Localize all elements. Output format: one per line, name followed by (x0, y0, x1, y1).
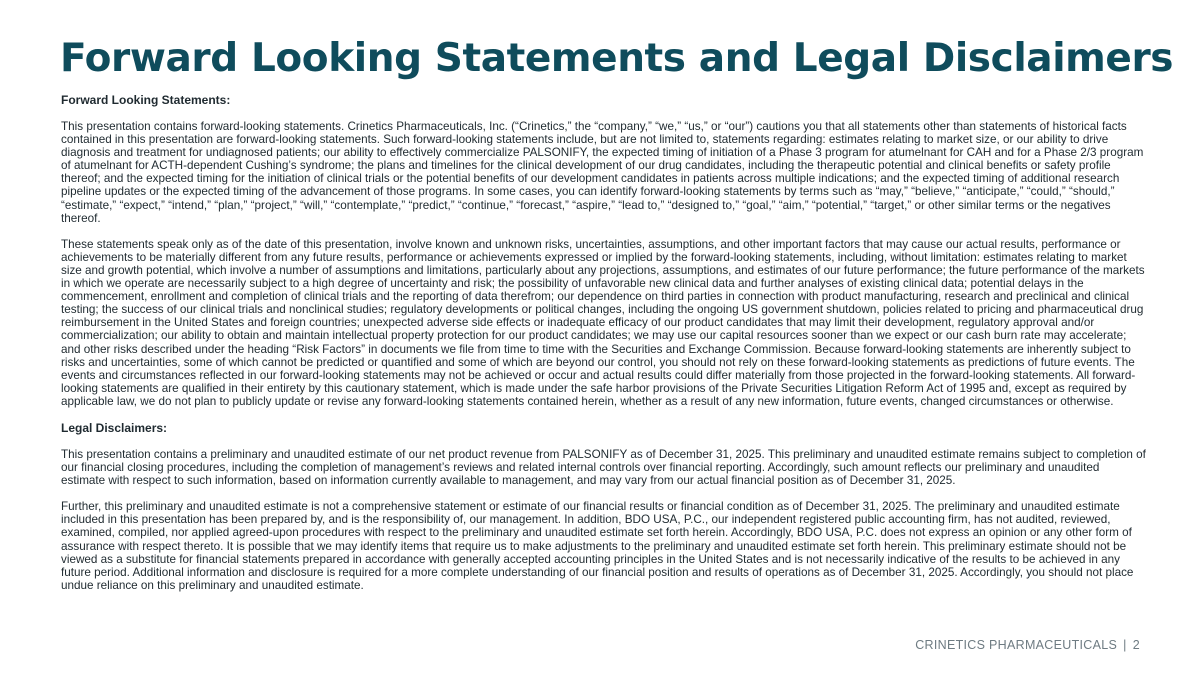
legal-disclaimers-heading: Legal Disclaimers: (61, 420, 168, 435)
page-title: Forward Looking Statements and Legal Disclaimers (60, 36, 1174, 81)
legal-disclaimers-paragraph-1: This presentation contains a preliminary and unaudited estimate of our net product revenue from PALSONIFY as of December 31, 2025. This preliminary and unaudited estimate remains subject to completion of our financial closing procedures, including the completion of management’s reviews and related internal controls over financial reporting. Accordingly, such amount reflects our preliminary and unaudited estimate with respect to such information, based on information currently available to management, and may vary from our actual financial position as of December 31, 2025. (61, 447, 1146, 488)
forward-looking-heading: Forward Looking Statements: (61, 93, 231, 107)
footer-separator: | (1123, 638, 1127, 652)
footer (915, 638, 1140, 652)
disclaimer-content (61, 93, 1146, 605)
forward-looking-paragraph-2: These statements speak only as of the date of this presentation, involve known and unknown risks, uncertainties, assumptions, and other important factors that may cause our actual results, performance or achievements to be materially different from any future results, performance or achievements expressed or implied by the forward-looking statements, including, without limitation: estimates relating to market size and growth potential, which involve a number of assumptions and limitations, particularly about any projections, assumptions, and estimates of our future performance; the future performance of the markets in which we operate are necessarily subject to a high degree of uncertainty and risk; the possibility of unfavorable new clinical data and further analyses of existing clinical data; potential delays in the commencement, enrollment and completion of clinical trials and the reporting of data therefrom; our dependence on third parties in connection with product manufacturing, research and preclinical and clinical testing; the success of our clinical trials and nonclinical studies; regulatory developments or political changes, including the ongoing US government shutdown, policies related to pricing and pharmaceutical drug reimbursement in the United States and foreign countries; unexpected adverse side effects or inadequate efficacy of our product candidates that may limit their development, regulatory approval and/or commercialization; our ability to obtain and maintain intellectual property protection for our product candidates; we may use our capital resources sooner than we expect or our cash burn rate may accelerate; and other risks described under the heading “Risk Factors” in documents we file from time to time with the Securities and Exchange Commission. Because forward-looking statements are inherently subject to risks and uncertainties, some of which cannot be predicted or quantified and some of which are beyond our control, you should not rely on these forward-looking statements as predictions of future events. The events and circumstances reflected in our forward-looking statements may not be achieved or occur and actual results could differ materially from those projected in the forward-looking statements. All forward-looking statements are qualified in their entirety by this cautionary statement, which is made under the safe harbor provisions of the Private Securities Litigation Reform Act of 1995 and, except as required by applicable law, we do not plan to publicly update or revise any forward-looking statements contained herein, whether as a result of any new information, future events, changed circumstances or otherwise. (61, 237, 1145, 408)
page-number: 2 (1132, 638, 1140, 652)
forward-looking-paragraph-1: This presentation contains forward-looking statements. Crinetics Pharmaceuticals, Inc. (“Crinetics,” the “company,” “we,” “us,” or “our”) cautions you that all statements other than statements of historical facts contained in this presentation are forward-looking statements. Such forward-looking statements include, but are not limited to, statements regarding: estimates relating to market size, or our ability to drive diagnosis and treatment for undiagnosed patients; our ability to effectively commercialize PALSONIFY, the expected timing of initiation of a Phase 3 program for atumelnant for CAH and for a Phase 2/3 program of atumelnant for ACTH-dependent Cushing’s syndrome; the plans and timelines for the clinical development of our drug candidates, including the therapeutic potential and clinical benefits or safety profile thereof; and the expected timing for the initiation of clinical trials or the potential benefits of our development candidates in patients across multiple indications; and the expected timing of additional research pipeline updates or the expected timing of the advancement of those programs. In some cases, you can identify forward-looking statements by terms such as “may,” “believe,” “anticipate,” “could,” “should,” “estimate,” “expect,” “intend,” “plan,” “project,” “will,” “contemplate,” “predict,” “continue,” “forecast,” “aspire,” “lead to,” “designed to,” “goal,” “aim,” “potential,” “target,” or other similar terms or the negatives thereof. (61, 120, 1144, 225)
legal-disclaimers-paragraph-2: Further, this preliminary and unaudited estimate is not a comprehensive statement or estimate of our financial results or financial condition as of December 31, 2025. The preliminary and unaudited estimate included in this presentation has been prepared by, and is the responsibility of, our management. In addition, BDO USA, P.C., our independent registered public accounting firm, has not audited, reviewed, examined, compiled, nor applied agreed-upon procedures with respect to the preliminary and unaudited estimate set forth herein. Accordingly, BDO USA, P.C. does not express an opinion or any other form of assurance with respect thereto. It is possible that we may identify items that require us to make adjustments to the preliminary and unaudited estimate set forth herein. This preliminary estimate should not be viewed as a substitute for financial statements prepared in accordance with generally accepted accounting principles in the United States and is not necessarily indicative of the results to be achieved in any future period. Additional information and disclosure is required for a more complete understanding of our financial position and results of operations as of December 31, 2025. Accordingly, you should not place undue reliance on this preliminary and unaudited estimate. (61, 500, 1134, 592)
footer-company: CRINETICS PHARMACEUTICALS (915, 638, 1118, 652)
